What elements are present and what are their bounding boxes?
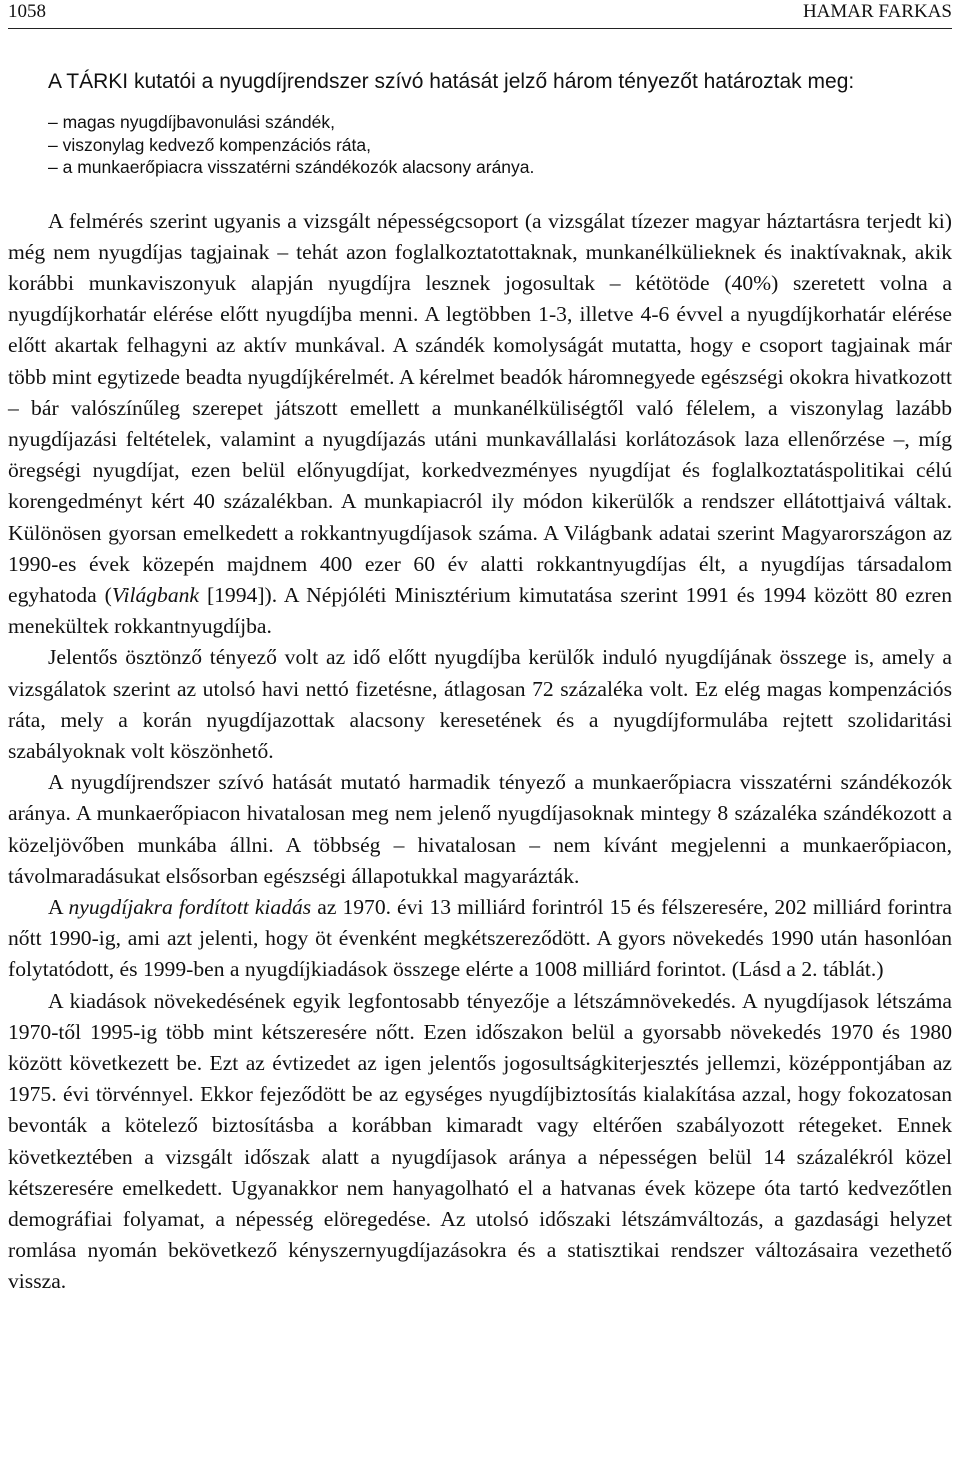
list-item: – a munkaerőpiacra visszatérni szándékozók alacsony aránya. xyxy=(48,156,952,179)
citation: Világbank xyxy=(111,582,200,607)
page-number: 1058 xyxy=(8,1,46,22)
paragraph: A nyugdíjrendszer szívó hatását mutató harmadik tényező a munkaerőpiacra visszatérni szándékozók aránya. A munkaerőpiacon hivatalosan meg nem jelenő nyugdíjasoknak mintegy 8 százaléka szándékozott a közeljövőben munkába állni. A többség – hivatalosan – nem kívánt megjelenni a munkaerőpiacon, távolmaradásukat elsősorban egészségi állapotukkal magyarázták. xyxy=(8,770,952,888)
list-item: – magas nyugdíjbavonulási szándék, xyxy=(48,111,952,134)
intro-sentence: A TÁRKI kutatói a nyugdíjrendszer szívó hatását jelző három tényezőt határoztak meg: xyxy=(48,70,855,93)
emphasis: nyugdíjakra fordított kiadás xyxy=(68,894,312,919)
factor-list xyxy=(48,111,952,179)
body-text xyxy=(8,206,952,1298)
page xyxy=(8,0,952,1298)
list-item: – viszonylag kedvező kompenzációs ráta, xyxy=(48,134,952,157)
running-head-author: HAMAR FARKAS xyxy=(802,1,952,22)
paragraph xyxy=(8,206,952,643)
paragraph-text: az 1970. évi 13 milliárd forintról 15 és félszeresére, 202 milliárd forintra nőtt 1990-ig, ami azt jelenti, hogy öt évenként megkétszereződött. A gyors növekedés 1990 után hasonlóan folytatódott, és 1999-ben a nyugdíjkiadások összege elérte a 1008 milliárd forintot. (Lásd a 2. táblát.) xyxy=(8,894,952,982)
paragraph-text: A xyxy=(48,894,69,919)
running-head xyxy=(8,0,952,29)
paragraph: Jelentős ösztönző tényező volt az idő előtt nyugdíjba kerülők induló nyugdíjának összege is, amely a vizsgálatok szerint az utolsó havi nettó fizetésne, átlagosan 72 százaléka volt. Ez elég magas kompenzációs ráta, mely a korán nyugdíjazottak alacsony keresetének és a nyugdíjformulába rejtett szolidaritási szabályoknak volt köszönhető. xyxy=(8,645,952,763)
paragraph-text: [1994]). A Népjóléti Minisztérium kimutatása szerint 1991 és 1994 között 80 ezren menekültek rokkantnyugdíjba. xyxy=(8,582,952,639)
paragraph: A kiadások növekedésének egyik legfontosabb tényezője a létszámnövekedés. A nyugdíjasok létszáma 1970-től 1995-ig több mint kétszeresére nőtt. Ezen időszakon belül a gyorsabb növekedés 1970 és 1980 között következett be. Ezt az évtizedet az igen jelentős jogosultságkiterjesztés jellemzi, középpontjában az 1975. évi törvénnyel. Ekkor fejeződött be az egységes nyugdíjbiztosítás kialakítása azzal, hogy fokozatosan bevonták a kötelező biztosításba a korábban kimaradt vagy eltérően szabályozott rétegeket. Ennek következtében a vizsgált időszak alatt a nyugdíjasok aránya a népességen belül 14 százalékról közel kétszeresére emelkedett. Ugyanakkor nem hanyagolható el a hatvanas évek közepe óta tartó kedvezőtlen demográfiai folyamat, a népesség elöregedése. Az utolsó időszaki létszámváltozás, a gazdasági helyzet romlása nyomán bekövetkező kényszernyugdíjazásokra és a statisztikai rendszer változásaira vezethető vissza. xyxy=(8,988,952,1294)
paragraph xyxy=(8,892,952,986)
paragraph-text: A felmérés szerint ugyanis a vizsgált népességcsoport (a vizsgálat tízezer magyar háztartásra terjedt ki) még nem nyugdíjas tagjainak – tehát azon foglalkoztatottaknak, munkanélkülieknek és inaktívaknak, akik korábbi munkaviszonyuk alapján nyugdíjra lesznek jogosultak – kétötöde (40%) szeretett volna a nyugdíjkorhatár elérése előtt nyugdíjba menni. A legtöbben 1-3, illetve 4-6 évvel a nyugdíjkorhatár elérése előtt akartak felhagyni az aktív munkával. A szándék komolyságát mutatta, hogy e csoport tagjainak már több mint egytizede beadta nyugdíjkérelmét. A kérelmet beadók háromnegyede egészségi okokra hivatkozott – bár valószínűleg szerepet játszott emellett a munkanélküliségtől való félelem, a viszonylag lazább nyugdíjazási feltételek, valamint a nyugdíjazás utáni munkavállalási korlátozások laza ellenőrzése –, míg öregségi nyugdíjat, ezen belül előnyugdíjat, korkedvezményes nyugdíjat és foglalkoztatáspolitikai célú korengedményt kért 40 százalékban. A munkapiacról ily módon kikerülők a rendszer ellátottjaivá váltak. Különösen gyorsan emelkedett a rokkantnyugdíjasok száma. A Világbank adatai szerint Magyarországon az 1990-es évek közepén majdnem 400 ezer 60 év alatti rokkantnyugdíjas élt, a nyugdíjas társadalom egyhatoda ( xyxy=(8,208,952,607)
